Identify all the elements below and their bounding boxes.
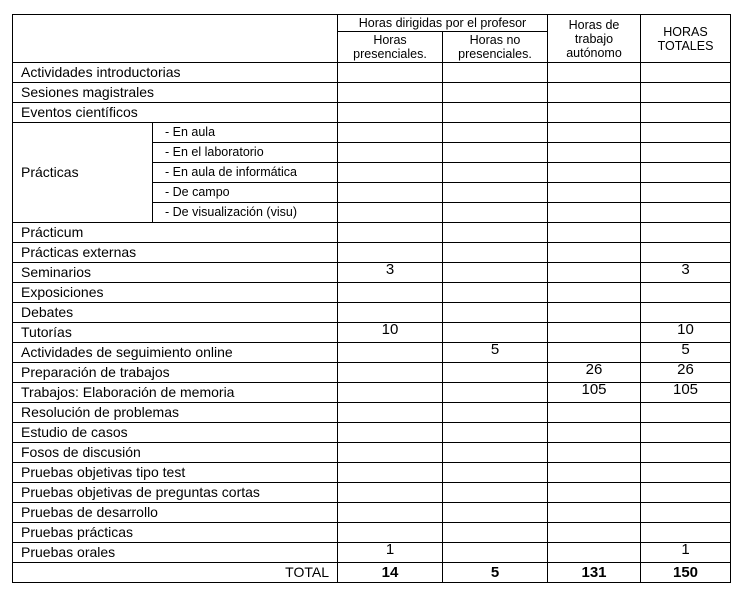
header-blank-cell (13, 15, 338, 63)
activity-label: Seminarios (13, 263, 338, 283)
table-row (13, 283, 731, 303)
no-presenciales-cell (443, 163, 548, 183)
table-row (13, 383, 731, 403)
autonomo-cell (548, 223, 641, 243)
total-cell: 5 (641, 343, 731, 363)
autonomo-cell: 26 (548, 363, 641, 383)
presenciales-cell (338, 423, 443, 443)
table-row (13, 263, 731, 283)
table-row (13, 523, 731, 543)
no-presenciales-cell (443, 143, 548, 163)
presenciales-cell (338, 383, 443, 403)
autonomo-cell (548, 503, 641, 523)
table-row (13, 543, 731, 563)
autonomo-cell (548, 283, 641, 303)
total-horas: 150 (641, 563, 731, 583)
no-presenciales-cell (443, 403, 548, 423)
autonomo-cell (548, 243, 641, 263)
presenciales-cell (338, 403, 443, 423)
autonomo-cell: 105 (548, 383, 641, 403)
total-cell (641, 403, 731, 423)
activity-label: Resolución de problemas (13, 403, 338, 423)
presenciales-cell (338, 243, 443, 263)
table-row (13, 343, 731, 363)
table-row (13, 483, 731, 503)
autonomo-cell (548, 83, 641, 103)
presenciales-cell (338, 143, 443, 163)
total-cell (641, 463, 731, 483)
no-presenciales-cell (443, 63, 548, 83)
activity-label: Actividades introductorias (13, 63, 338, 83)
presenciales-cell (338, 223, 443, 243)
total-cell (641, 143, 731, 163)
total-cell (641, 163, 731, 183)
autonomo-cell (548, 403, 641, 423)
activity-label: Eventos científicos (13, 103, 338, 123)
total-cell: 3 (641, 263, 731, 283)
presenciales-cell (338, 163, 443, 183)
activity-label: Estudio de casos (13, 423, 338, 443)
no-presenciales-cell (443, 363, 548, 383)
presenciales-cell (338, 283, 443, 303)
no-presenciales-cell (443, 323, 548, 343)
presenciales-cell: 3 (338, 263, 443, 283)
presenciales-cell (338, 343, 443, 363)
practicas-sub-label: - En aula (153, 123, 338, 143)
autonomo-cell (548, 103, 641, 123)
no-presenciales-cell (443, 183, 548, 203)
total-cell (641, 183, 731, 203)
presenciales-cell (338, 483, 443, 503)
table-row (13, 463, 731, 483)
total-no-presenciales: 5 (443, 563, 548, 583)
table-row (13, 243, 731, 263)
table-row (13, 403, 731, 423)
total-cell (641, 63, 731, 83)
header-autonomo: Horas de trabajo autónomo (548, 15, 641, 63)
total-cell (641, 423, 731, 443)
no-presenciales-cell (443, 463, 548, 483)
presenciales-cell (338, 123, 443, 143)
autonomo-cell (548, 343, 641, 363)
activity-label: Pruebas objetivas tipo test (13, 463, 338, 483)
total-cell: 10 (641, 323, 731, 343)
total-cell (641, 503, 731, 523)
activity-label: Actividades de seguimiento online (13, 343, 338, 363)
presenciales-cell (338, 83, 443, 103)
practicas-label: Prácticas (13, 123, 153, 223)
autonomo-cell (548, 323, 641, 343)
table-row (13, 103, 731, 123)
autonomo-cell (548, 143, 641, 163)
total-cell (641, 283, 731, 303)
autonomo-cell (548, 123, 641, 143)
total-cell: 105 (641, 383, 731, 403)
presenciales-cell (338, 523, 443, 543)
total-presenciales: 14 (338, 563, 443, 583)
table-row (13, 503, 731, 523)
autonomo-cell (548, 463, 641, 483)
no-presenciales-cell (443, 543, 548, 563)
presenciales-cell: 1 (338, 543, 443, 563)
hours-table (12, 14, 731, 583)
activity-label: Fosos de discusión (13, 443, 338, 463)
no-presenciales-cell (443, 103, 548, 123)
activity-label: Prácticas externas (13, 243, 338, 263)
table-row (13, 323, 731, 343)
table-row (13, 303, 731, 323)
practicas-sub-label: - De visualización (visu) (153, 203, 338, 223)
activity-label: Tutorías (13, 323, 338, 343)
activity-label: Exposiciones (13, 283, 338, 303)
total-cell (641, 83, 731, 103)
autonomo-cell (548, 163, 641, 183)
no-presenciales-cell (443, 423, 548, 443)
no-presenciales-cell (443, 223, 548, 243)
activity-label: Debates (13, 303, 338, 323)
autonomo-cell (548, 63, 641, 83)
header-presenciales: Horas presenciales. (338, 32, 443, 63)
activity-label: Sesiones magistrales (13, 83, 338, 103)
practicas-sub-label: - En el laboratorio (153, 143, 338, 163)
autonomo-cell (548, 263, 641, 283)
no-presenciales-cell (443, 503, 548, 523)
total-cell (641, 443, 731, 463)
presenciales-cell: 10 (338, 323, 443, 343)
total-cell (641, 483, 731, 503)
table-row (13, 443, 731, 463)
no-presenciales-cell (443, 523, 548, 543)
activity-label: Pruebas objetivas de preguntas cortas (13, 483, 338, 503)
activity-label: Pruebas prácticas (13, 523, 338, 543)
total-row (13, 563, 731, 583)
total-autonomo: 131 (548, 563, 641, 583)
activity-label: Pruebas orales (13, 543, 338, 563)
activity-label: Preparación de trabajos (13, 363, 338, 383)
presenciales-cell (338, 63, 443, 83)
no-presenciales-cell (443, 283, 548, 303)
no-presenciales-cell (443, 203, 548, 223)
autonomo-cell (548, 483, 641, 503)
table-row (13, 123, 731, 143)
presenciales-cell (338, 203, 443, 223)
total-cell (641, 103, 731, 123)
total-cell (641, 243, 731, 263)
table-row (13, 363, 731, 383)
autonomo-cell (548, 543, 641, 563)
total-label: TOTAL (13, 563, 338, 583)
table-row (13, 223, 731, 243)
activity-label: Prácticum (13, 223, 338, 243)
total-cell: 26 (641, 363, 731, 383)
autonomo-cell (548, 423, 641, 443)
total-cell (641, 203, 731, 223)
no-presenciales-cell: 5 (443, 343, 548, 363)
header-no-presenciales: Horas no presenciales. (443, 32, 548, 63)
total-cell: 1 (641, 543, 731, 563)
presenciales-cell (338, 103, 443, 123)
presenciales-cell (338, 183, 443, 203)
autonomo-cell (548, 523, 641, 543)
autonomo-cell (548, 303, 641, 323)
activity-label: Pruebas de desarrollo (13, 503, 338, 523)
no-presenciales-cell (443, 263, 548, 283)
presenciales-cell (338, 363, 443, 383)
no-presenciales-cell (443, 383, 548, 403)
activity-label: Trabajos: Elaboración de memoria (13, 383, 338, 403)
header-totales: HORAS TOTALES (641, 15, 731, 63)
total-cell (641, 523, 731, 543)
practicas-sub-label: - En aula de informática (153, 163, 338, 183)
no-presenciales-cell (443, 243, 548, 263)
presenciales-cell (338, 463, 443, 483)
total-cell (641, 223, 731, 243)
total-cell (641, 123, 731, 143)
table-row (13, 63, 731, 83)
autonomo-cell (548, 183, 641, 203)
no-presenciales-cell (443, 483, 548, 503)
presenciales-cell (338, 443, 443, 463)
practicas-sub-label: - De campo (153, 183, 338, 203)
no-presenciales-cell (443, 443, 548, 463)
presenciales-cell (338, 303, 443, 323)
autonomo-cell (548, 203, 641, 223)
presenciales-cell (338, 503, 443, 523)
no-presenciales-cell (443, 123, 548, 143)
no-presenciales-cell (443, 303, 548, 323)
total-cell (641, 303, 731, 323)
header-dirigidas: Horas dirigidas por el profesor (338, 15, 548, 32)
table-row (13, 83, 731, 103)
table-row (13, 423, 731, 443)
autonomo-cell (548, 443, 641, 463)
no-presenciales-cell (443, 83, 548, 103)
